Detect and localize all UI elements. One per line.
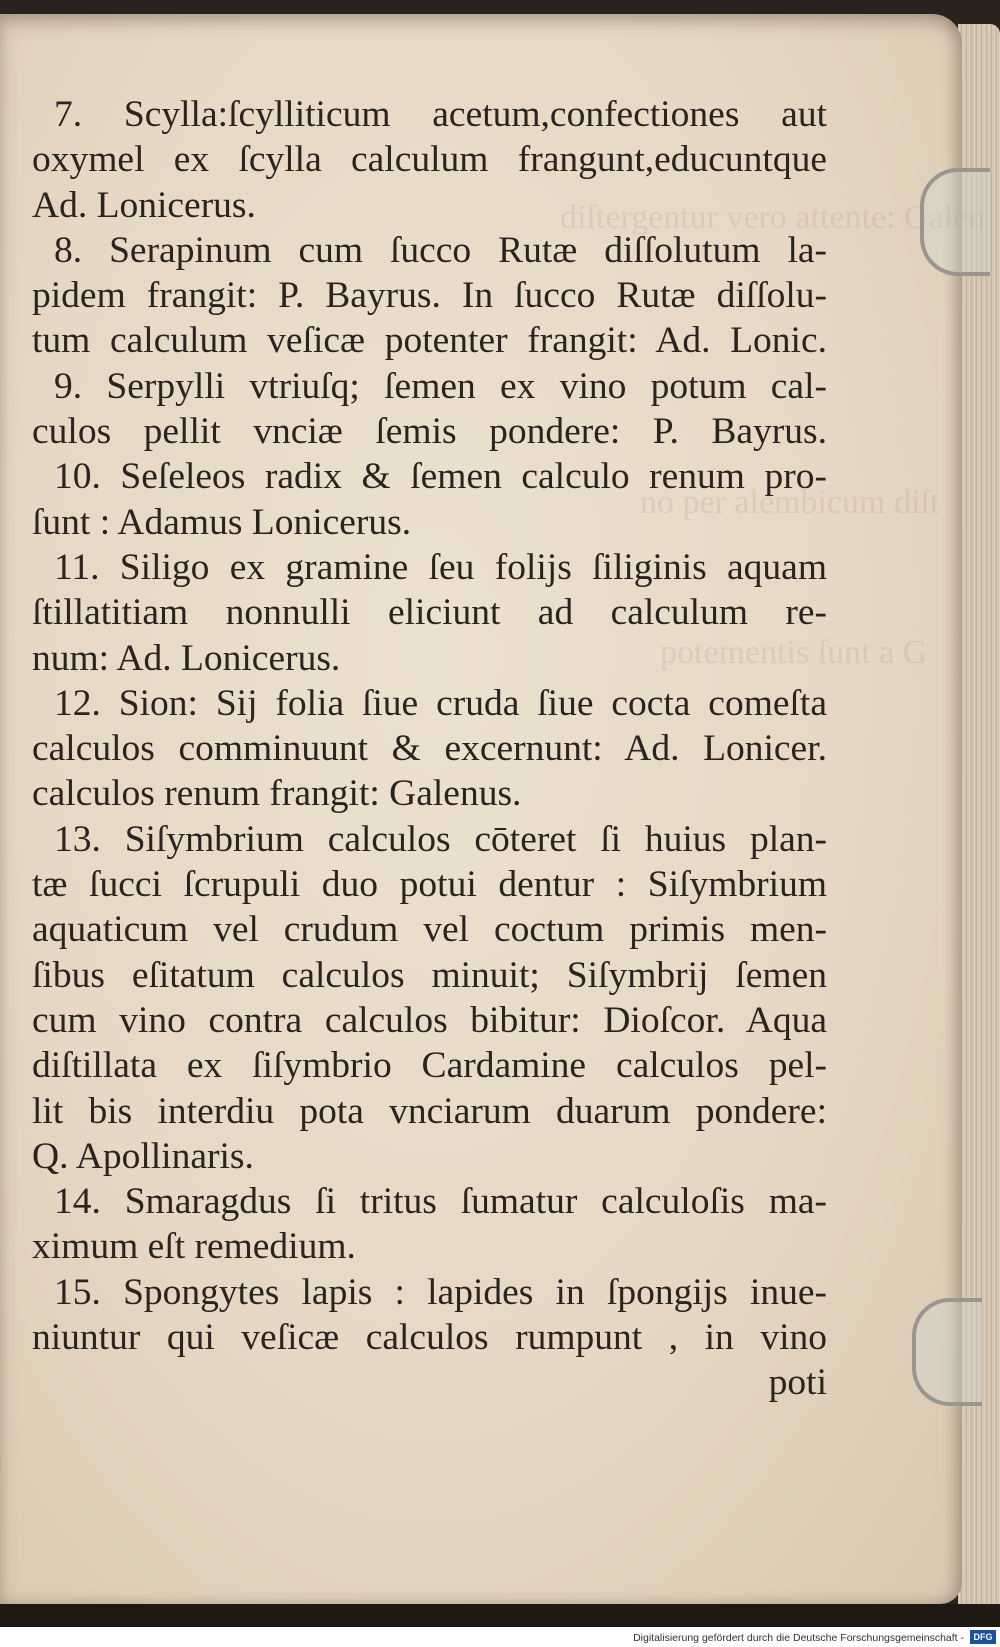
text-line: ſtillatitiam nonnulli eliciunt ad calculum re- (32, 592, 827, 634)
text-line: ſunt : Adamus Lonicerus. (32, 501, 412, 543)
text-line: 7. Scylla:ſcylliticum acetum,confectiones aut (54, 94, 827, 135)
text-line: niuntur qui veſicæ calculos rumpunt , in vino (32, 1317, 827, 1359)
text-line: 13. Siſymbrium calculos cōteret ſi huius plan- (54, 818, 827, 860)
text-line: num: Ad. Lonicerus. (32, 637, 341, 679)
funding-notice: Digitalisierung gefördert durch die Deutsche Forschungsgemeinschaft - (633, 1632, 964, 1644)
dfg-logo-icon: DFG (970, 1630, 996, 1644)
text-line: 15. Spongytes lapis : lapides in ſpongijs inue- (54, 1271, 827, 1313)
text-line: lit bis interdiu pota vnciarum duarum pondere: (32, 1090, 827, 1132)
text-line: 12. Sion: Sij folia ſiue cruda ſiue cocta comeſta (54, 682, 827, 724)
footer-bar (0, 1627, 1000, 1647)
text-line: calculos renum frangit: Galenus. (32, 773, 522, 815)
text-line: cum vino contra calculos bibitur: Dioſcor. Aqua (32, 999, 827, 1041)
show-through-text: potementis ſunt a G (660, 634, 928, 671)
text-line: 10. Seſeleos radix & ſemen calculo renum pro- (54, 456, 827, 498)
text-line: diſtillata ex ſiſymbrio Cardamine calculos pel- (32, 1045, 827, 1087)
text-line: 11. Siligo ex gramine ſeu folijs ſiliginis aquam (54, 546, 827, 588)
text-line: 14. Smaragdus ſi tritus ſumatur calculoſis ma- (54, 1181, 827, 1223)
text-line: Ad. Lonicerus. (32, 184, 256, 226)
text-line: aquaticum vel crudum vel coctum primis men- (32, 909, 827, 951)
text-line: Q. Apollinaris. (32, 1135, 254, 1177)
show-through-text: diſtergentur vero attente: Galen (560, 199, 986, 236)
text-line: culos pellit vnciæ ſemis pondere: P. Bayrus. (32, 411, 827, 453)
text-line: calculos comminuunt & excernunt: Ad. Lonicer. (32, 728, 827, 770)
text-line: 8. Serapinum cum ſucco Rutæ diſſolutum la- (54, 229, 827, 271)
text-line: ximum eſt remedium. (32, 1226, 356, 1268)
book-clip-icon (912, 1298, 982, 1406)
text-line: ſibus eſitatum calculos minuit; Siſymbrij ſemen (32, 954, 827, 996)
text-line: pidem frangit: P. Bayrus. In ſucco Rutæ diſſolu- (32, 275, 827, 317)
text-line: 9. Serpylli vtriuſq; ſemen ex vino potum cal- (54, 365, 827, 407)
page-text-block (32, 92, 827, 1406)
catchword: poti (768, 1362, 827, 1404)
book-clip-icon (920, 168, 990, 276)
show-through-text: no per alembicum diſt (640, 484, 940, 521)
text-line: tæ ſucci ſcrupuli duo potui dentur : Siſymbrium (32, 864, 827, 906)
text-line: oxymel ex ſcylla calculum frangunt,educuntque (32, 139, 827, 181)
text-line: tum calculum veſicæ potenter frangit: Ad. Lonic. (32, 320, 827, 362)
